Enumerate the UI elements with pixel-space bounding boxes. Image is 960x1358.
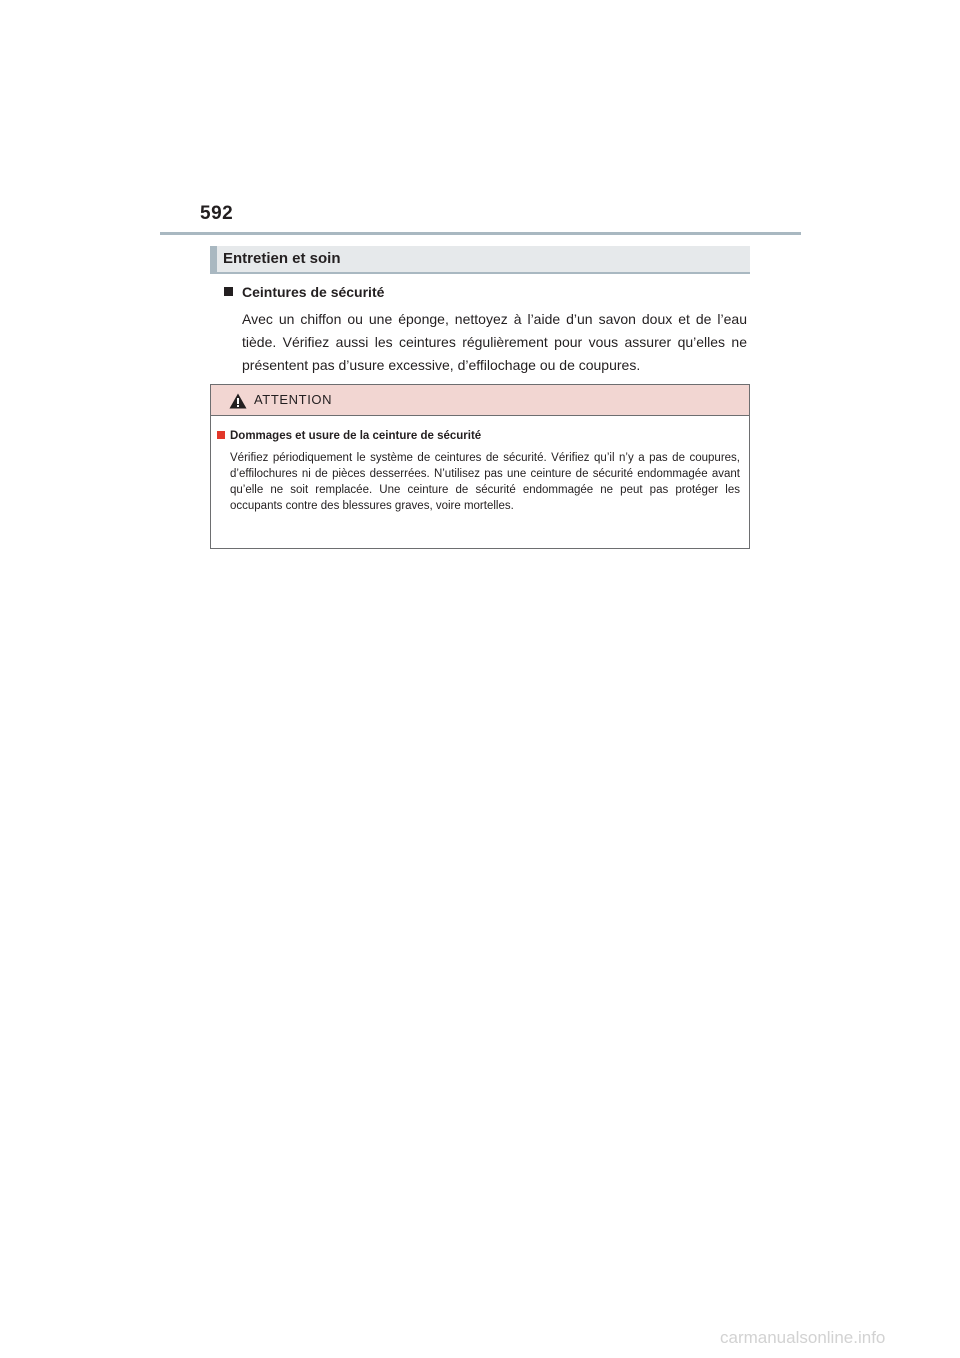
watermark: carmanualsonline.info: [720, 1328, 886, 1347]
section-title: Entretien et soin: [223, 250, 341, 267]
warning-box: [210, 384, 750, 549]
page-number: 592: [200, 203, 234, 224]
warning-item-heading-text: Dommages et usure de la ceinture de sécurité: [230, 430, 482, 442]
warning-item-body: Vérifiez périodiquement le système de ceintures de sécurité. Vérifiez qu’il n’y a pas de coupures, d’effilochures ni de pièces desserrées. N’utilisez pas une ceinture de sécurité endommagée avant qu’elle ne soit remplacée. Une ceinture de sécurité endommagée ne peut pas protéger les occupants contre des blessures graves, voire mortelles.: [230, 452, 740, 512]
section-header-bar: [210, 246, 217, 272]
warning-header: [211, 385, 749, 416]
item-body: Avec un chiffon ou une éponge, nettoyez à l’aide d’un savon doux et de l’eau tiède. Vérifiez aussi les ceintures régulièrement pour vous assurer qu’elles ne présentent pas d’usure excessive, d’effilochage ou de coupures.: [242, 311, 747, 373]
item-heading-text: Ceintures de sécurité: [242, 284, 385, 300]
warning-triangle-icon: [229, 393, 247, 409]
section-header: [210, 246, 750, 274]
warning-title: ATTENTION: [254, 392, 333, 407]
header-rule: [160, 232, 801, 235]
item-heading: [224, 284, 384, 300]
warning-item-heading: [217, 430, 481, 442]
red-square-bullet-icon: [217, 431, 225, 439]
square-bullet-icon: [224, 287, 233, 296]
